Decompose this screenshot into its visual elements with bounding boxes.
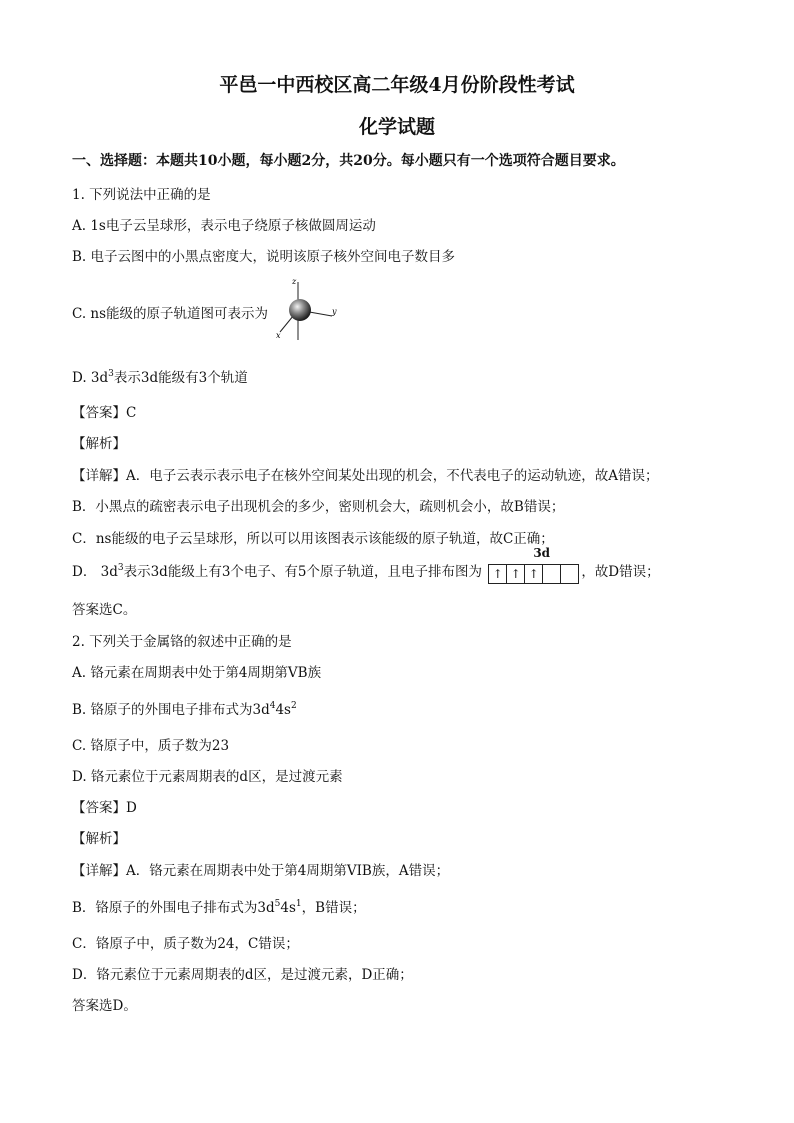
orbital-cell: ↑: [489, 565, 507, 583]
q2-detail-c: C．铬原子中，质子数为24，C错误；: [72, 936, 299, 952]
q1-detail-b: B．小黑点的疏密表示电子出现机会的多少，密则机会大，疏则机会小，故B错误；: [72, 499, 565, 515]
q1-stem: 1. 下列说法中正确的是: [72, 187, 211, 203]
q1-option-b: B. 电子云图中的小黑点密度大，说明该原子核外空间电子数目多: [72, 249, 456, 265]
q2-detail-d: D．铬元素位于元素周期表的d区，是过渡元素，D正确；: [72, 967, 413, 983]
q1-detail-a: 【详解】A．电子云表示表示电子在核外空间某处出现的机会，不代表电子的运动轨迹，故A错误；: [72, 468, 659, 484]
q2-option-d: D. 铬元素位于元素周期表的d区，是过渡元素: [72, 769, 343, 785]
q2-stem: 2. 下列关于金属铬的叙述中正确的是: [72, 634, 292, 650]
exam-subtitle: 化学试题: [358, 116, 435, 138]
q2-detail-b: B．铬原子的外围电子排布式为$3d^54s^1$，B错误；: [72, 899, 366, 916]
orbital-cell: ↑: [525, 565, 543, 583]
orbital-cell: [561, 565, 578, 583]
q2-option-b: B. 铬原子的外围电子排布式为$3d^44s^2$: [72, 701, 297, 718]
exam-title: 平邑一中西校区高二年级4月份阶段性考试: [219, 74, 575, 96]
q2-option-c: C. 铬原子中，质子数为23: [72, 738, 230, 754]
q2-conclusion: 答案选D。: [72, 998, 137, 1014]
orbital-cell: ↑: [507, 565, 525, 583]
orbital-label: 3d: [533, 545, 551, 560]
orbital-diagram-3d: [488, 545, 579, 584]
q1-option-c: C. ns能级的原子轨道图可表示为: [72, 306, 269, 322]
orbital-cell: [543, 565, 561, 583]
axis-x-label: x: [276, 331, 281, 340]
q2-answer: 【答案】D: [72, 800, 137, 816]
q1-option-a: A. 1s电子云呈球形，表示电子绕原子核做圆周运动: [72, 218, 376, 234]
q1-answer: 【答案】C: [72, 405, 137, 421]
q1-option-d: D. $3d^3$表示3d能级有3个轨道: [72, 369, 248, 386]
q2-analysis-label: 【解析】: [72, 831, 126, 847]
q2-detail-a: 【详解】A．铬元素在周期表中处于第4周期第VIB族，A错误；: [72, 863, 450, 879]
axis-z-label: z: [292, 277, 297, 286]
q1-analysis-label: 【解析】: [72, 436, 126, 452]
q2-option-a: A. 铬元素在周期表中处于第4周期第VB族: [72, 665, 322, 681]
axis-y-label: y: [332, 307, 337, 316]
q1-detail-d: D． $3d^3$表示3d能级上有3个电子、有5个原子轨道，且电子排布图为 3d ↑ ↑ ↑ ，故D错误；: [72, 560, 660, 584]
q1-detail-c: C．ns能级的电子云呈球形，所以可以用该图表示该能级的原子轨道，故C正确；: [72, 531, 554, 547]
s-orbital-diagram: [268, 276, 348, 346]
q1-conclusion: 答案选C。: [72, 602, 137, 618]
section-heading: 一、选择题：本题共10小题，每小题2分，共20分。每小题只有一个选项符合题目要求。: [72, 153, 625, 169]
